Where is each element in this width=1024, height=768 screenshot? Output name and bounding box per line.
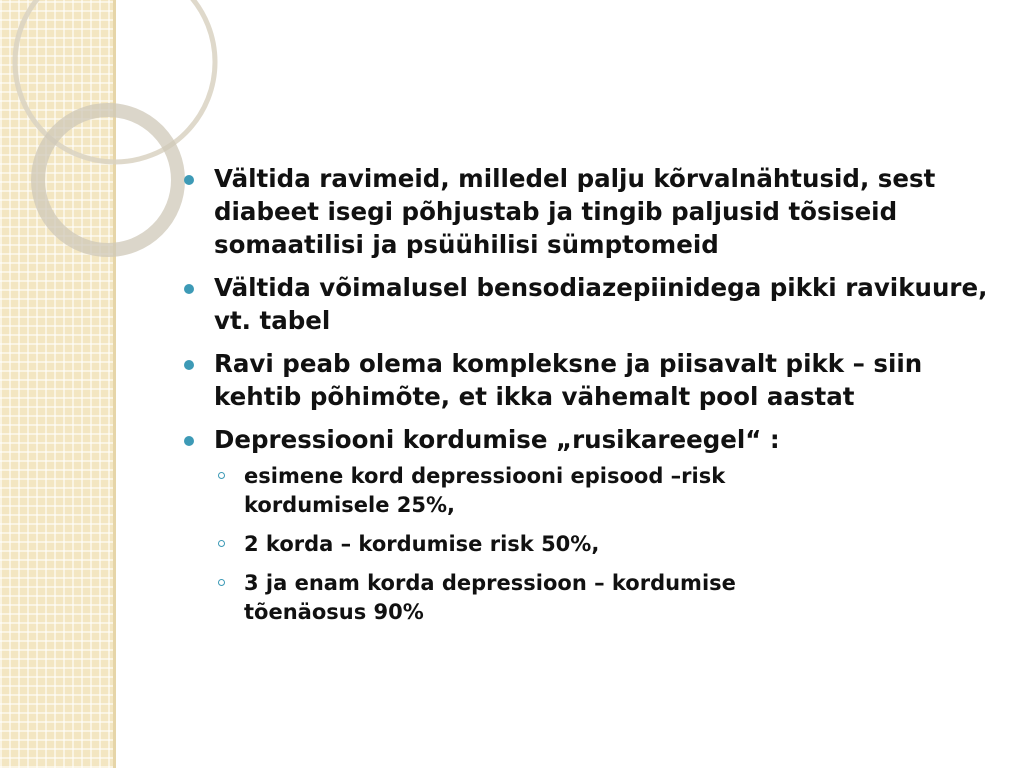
sub-bullet-ring-icon: [218, 579, 225, 586]
bullet-item: [180, 271, 1004, 337]
sub-bullet-item: [214, 462, 864, 520]
slide-content: [180, 162, 1000, 637]
sub-bullet-list: [214, 462, 1004, 627]
sub-bullet-item: [214, 530, 864, 559]
sub-bullet-ring-icon: [218, 472, 225, 479]
bullet-text: Depressiooni kordumise „rusikareegel“ :: [214, 425, 780, 454]
bullet-text: Vältida ravimeid, milledel palju kõrvalnähtusid, sest diabeet isegi põhjustab ja tingib paljusid tõsiseid somaatilisi ja psüühilisi sümptomeid: [214, 164, 936, 259]
sub-bullet-text: esimene kord depressiooni episood –risk kordumisele 25%,: [244, 464, 726, 517]
bullet-dot-icon: [184, 175, 194, 185]
sub-bullet-text: 2 korda – kordumise risk 50%,: [244, 532, 600, 556]
sub-bullet-text: 3 ja enam korda depressioon – kordumise tõenäosus 90%: [244, 571, 736, 624]
bullet-item: [180, 423, 1004, 627]
bullet-item: [180, 347, 1004, 413]
sub-bullet-ring-icon: [218, 540, 225, 547]
bullet-item: [180, 162, 1004, 261]
sub-bullet-item: [214, 569, 864, 627]
bullet-text: Vältida võimalusel bensodiazepiinidega pikki ravikuure, vt. tabel: [214, 273, 988, 335]
decorative-ring-small: [38, 110, 178, 250]
bullet-list: [180, 162, 1000, 627]
bullet-dot-icon: [184, 360, 194, 370]
bullet-dot-icon: [184, 284, 194, 294]
decorative-rings: [0, 0, 200, 260]
bullet-text: Ravi peab olema kompleksne ja piisavalt pikk – siin kehtib põhimõte, et ikka vähemalt pool aastat: [214, 349, 923, 411]
bullet-dot-icon: [184, 436, 194, 446]
